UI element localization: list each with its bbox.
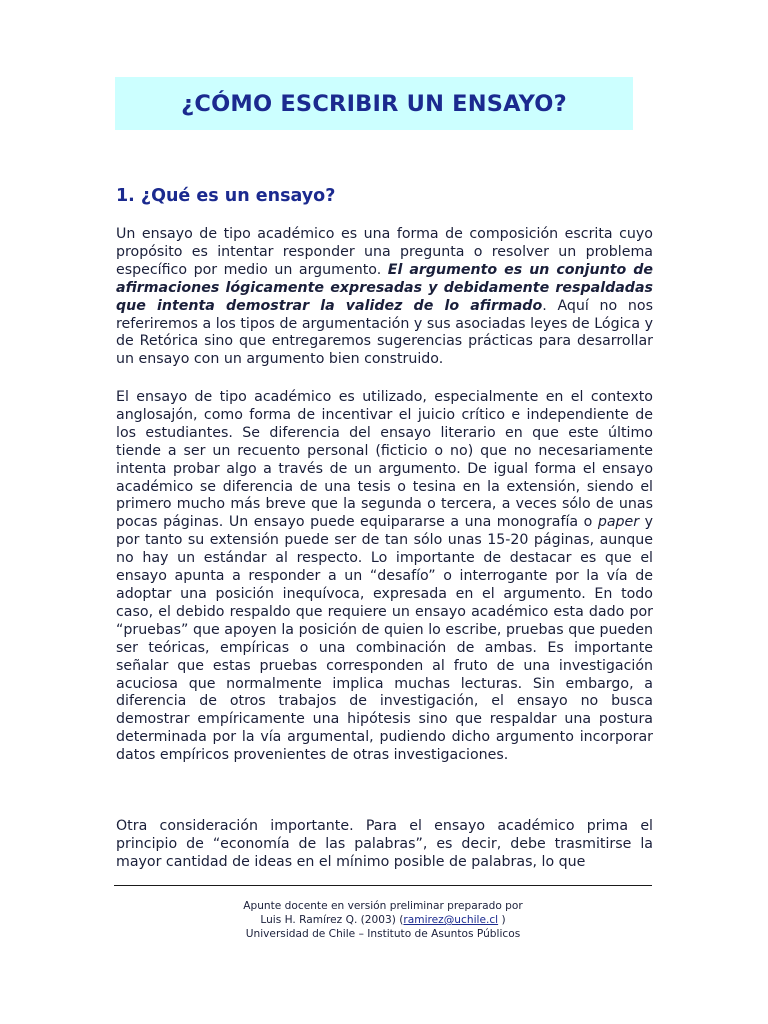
footer-author-suffix: ) <box>498 914 506 926</box>
footer-line-3: Universidad de Chile – Instituto de Asuntos Públicos <box>245 928 521 940</box>
footer-divider <box>114 885 652 886</box>
paragraph-1-text-b: . Aquí no nos referiremos a los tipos de argumentación y sus asociadas leyes de Lógica y de Retórica sino que entregaremos sugerencias prácticas para desarrollar un ensayo con un argumento bien construido. <box>116 297 653 368</box>
paragraph-2-text-b: y por tanto su extensión puede ser de tan sólo unas 15-20 páginas, aunque no hay un estándar al respecto. Lo importante de destacar es que el ensayo apunta a responder a un “desafío” o interrogante por la vía de adoptar una posición inequívoca, expresada en el argumento. En todo caso, el debido respaldo que requiere un ensayo académico esta dado por “pruebas” que apoyen la posición de quien lo escribe, pruebas que pueden ser teóricas, empíricas o una combinación de ambas. Es importante señalar que estas pruebas corresponden al fruto de una investigación acuciosa que normalmente implica muchas lecturas. Sin embargo, a diferencia de otros trabajos de investigación, el ensayo no busca demostrar empíricamente una hipótesis sino que respaldar una postura determinada por la vía argumental, pudiendo dicho argumento incorporar datos empíricos provenientes de otras investigaciones. <box>116 514 654 764</box>
title-banner <box>115 77 633 130</box>
paragraph-2-italic-word: paper <box>597 514 640 531</box>
section-heading: 1. ¿Qué es un ensayo? <box>116 186 336 206</box>
paragraph-2 <box>116 389 653 765</box>
paragraph-1-emphasis: El argumento es un conjunto de afirmaciones lógicamente expresadas y debidamente respaldadas que intenta demostrar la validez de lo afirmado <box>116 261 654 314</box>
footer-line-2 <box>114 913 652 927</box>
page-title: ¿CÓMO ESCRIBIR UN ENSAYO? <box>181 90 567 117</box>
footer-line-1: Apunte docente en versión preliminar preparado por <box>243 900 523 912</box>
footer-email-link[interactable]: ramirez@uchile.cl <box>403 914 499 926</box>
paragraph-2-text-a: El ensayo de tipo académico es utilizado, especialmente en el contexto anglosajón, como forma de incentivar el juicio crítico e independiente de los estudiantes. Se diferencia del ensayo literario en que este último tiende a ser un recuento personal (ficticio o no) que no necesariamente intenta probar algo a través de un argumento. De igual forma el ensayo académico se diferencia de una tesis o tesina en la extensión, siendo el primero mucho más breve que la segunda o tercera, a veces sólo de unas pocas páginas. Un ensayo puede equipararse a una monografía o <box>116 389 653 531</box>
paragraph-1 <box>116 226 653 369</box>
paragraph-3: Otra consideración importante. Para el ensayo académico prima el principio de “economía de las palabras”, es decir, debe trasmitirse la mayor cantidad de ideas en el mínimo posible de palabras, lo que <box>116 818 653 870</box>
paragraph-1-text-a: Un ensayo de tipo académico es una forma de composición escrita cuyo propósito es intentar responder una pregunta o resolver un problema específico por medio un argumento. <box>116 226 653 278</box>
footer <box>114 899 652 941</box>
footer-author: Luis H. Ramírez Q. (2003) ( <box>260 914 404 926</box>
